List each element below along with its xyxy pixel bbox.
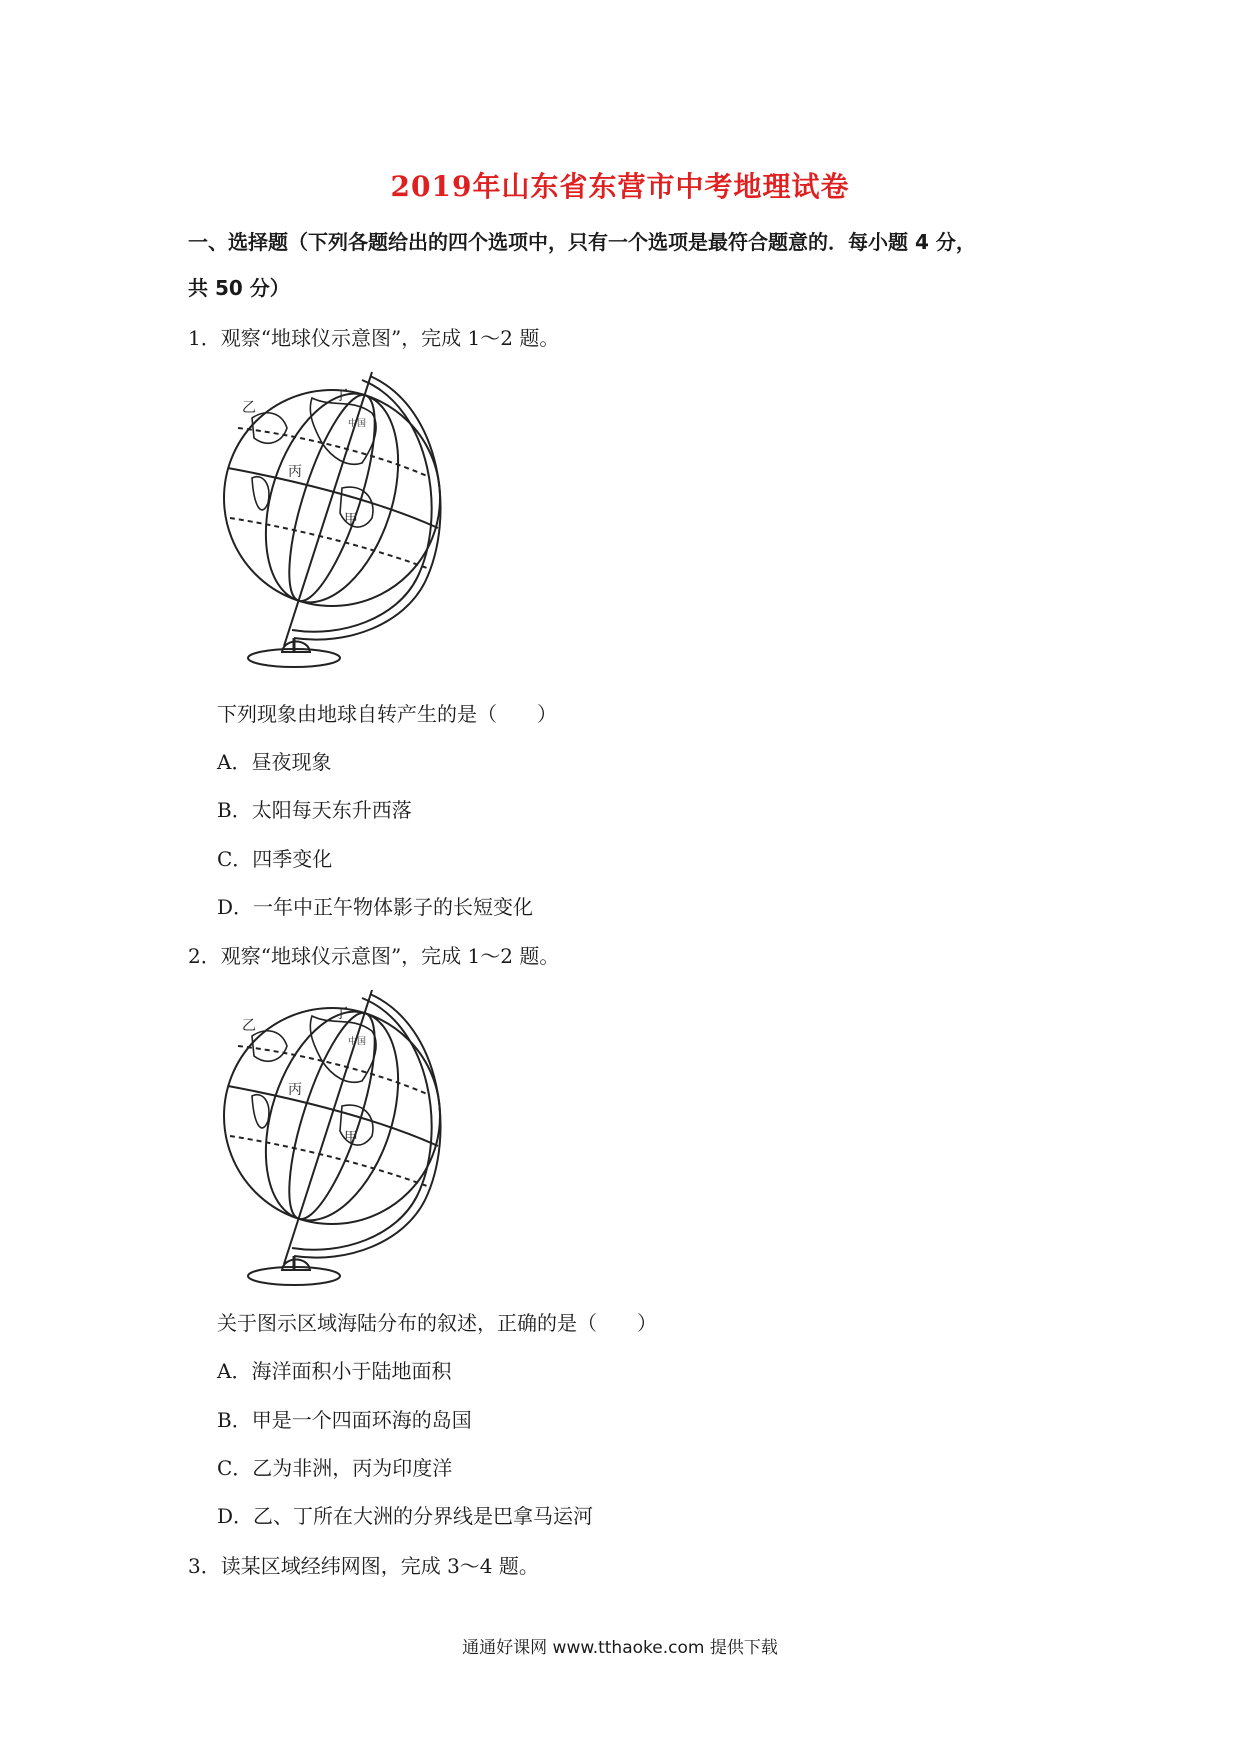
figure-label-yi: 乙 bbox=[242, 1018, 256, 1034]
question-2-option-c: C．乙为非洲，丙为印度洋 bbox=[217, 1456, 453, 1480]
figure-label-jia: 甲 bbox=[344, 512, 358, 528]
figure-label-jia: 甲 bbox=[344, 1130, 358, 1146]
question-1-option-d: D．一年中正午物体影子的长短变化 bbox=[217, 895, 534, 919]
figure-label-ding: 丁 bbox=[334, 1006, 348, 1022]
question-2-option-d: D．乙、丁所在大洲的分界线是巴拿马运河 bbox=[217, 1504, 594, 1528]
figure-label-ding: 丁 bbox=[334, 388, 348, 404]
page-footer: 通通好课网 www.tthaoke.com 提供下载 bbox=[462, 1638, 778, 1658]
question-2-option-a: A．海洋面积小于陆地面积 bbox=[217, 1359, 452, 1383]
figure-label-yi: 乙 bbox=[242, 400, 256, 416]
globe-icon bbox=[222, 986, 452, 1286]
question-1-option-a: A．昼夜现象 bbox=[217, 750, 332, 774]
question-2-prompt: 关于图示区域海陆分布的叙述，正确的是（ ） bbox=[217, 1311, 657, 1335]
globe-icon bbox=[222, 368, 452, 668]
question-1-option-b: B．太阳每天东升西落 bbox=[217, 798, 412, 822]
figure-label-bing: 丙 bbox=[288, 1082, 302, 1098]
question-1-prompt: 下列现象由地球自转产生的是（ ） bbox=[217, 702, 557, 726]
question-2-option-b: B．甲是一个四面环海的岛国 bbox=[217, 1408, 472, 1432]
question-3-stem: 3．读某区域经纬网图，完成 3～4 题。 bbox=[188, 1554, 539, 1578]
section-heading-line1: 一、选择题（下列各题给出的四个选项中，只有一个选项是最符合题意的．每小题 4 分， bbox=[188, 230, 976, 254]
figure-label-china: 中国 bbox=[348, 419, 367, 429]
figure-label-bing: 丙 bbox=[288, 464, 302, 480]
section-heading-line2: 共 50 分） bbox=[188, 276, 290, 300]
figure-label-china: 中国 bbox=[348, 1037, 367, 1047]
question-2-stem: 2．观察“地球仪示意图”，完成 1～2 题。 bbox=[188, 944, 560, 968]
page-title: 2019年山东省东营市中考地理试卷 bbox=[390, 170, 850, 203]
question-1-stem: 1．观察“地球仪示意图”，完成 1～2 题。 bbox=[188, 326, 560, 350]
question-1-option-c: C．四季变化 bbox=[217, 847, 333, 871]
